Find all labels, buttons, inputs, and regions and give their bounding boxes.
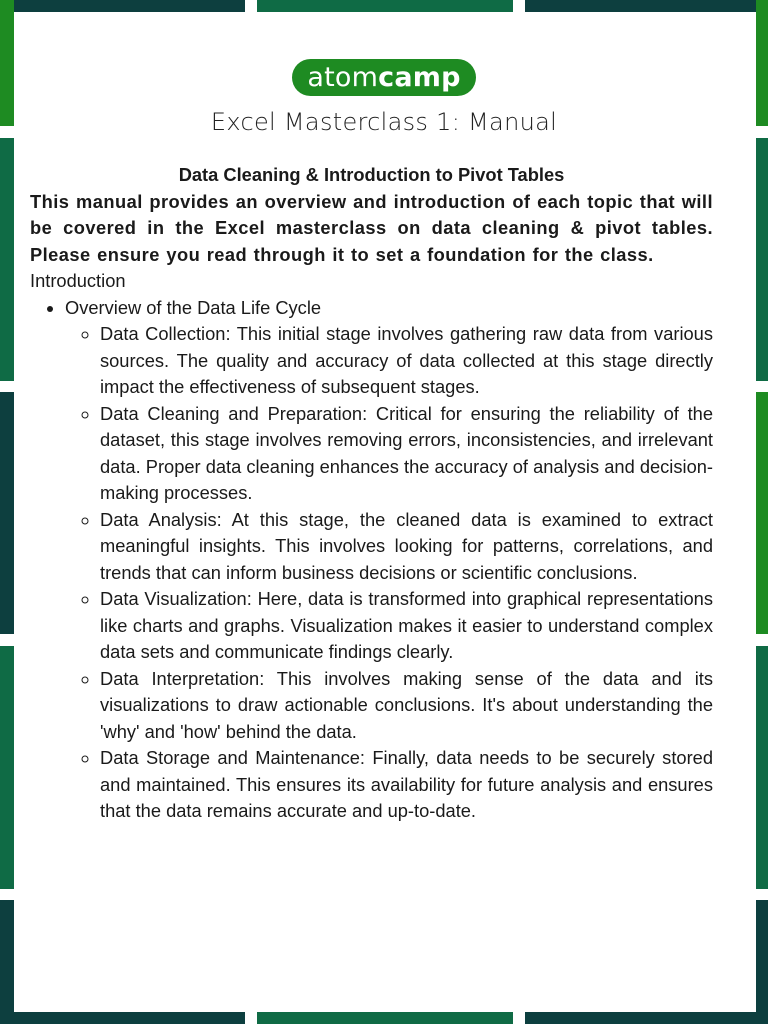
logo-container bbox=[14, 59, 754, 96]
frame-left-1 bbox=[0, 0, 14, 126]
topic-list bbox=[30, 295, 713, 825]
frame-bottom-2 bbox=[257, 1012, 513, 1024]
frame-top-2 bbox=[257, 0, 513, 12]
frame-right-1 bbox=[756, 0, 768, 126]
topic-label: Overview of the Data Life Cycle bbox=[65, 296, 322, 318]
topic-item bbox=[65, 295, 713, 825]
frame-bottom-1 bbox=[0, 1012, 245, 1024]
frame-left-3 bbox=[0, 392, 14, 634]
section-heading: Introduction bbox=[30, 270, 126, 291]
stage-data-storage: ◦ Data Storage and Maintenance: Finally, data needs to be securely stored and maintained. This ensures its availability for future analysis and ensures that the data remains accurate and up-to-date. bbox=[100, 745, 713, 825]
frame-left-5 bbox=[0, 900, 14, 1024]
lead-paragraph: This manual provides an overview and introduction of each topic that will be covered in the Excel masterclass on data cleaning & pivot tables. Please ensure you read through it to set a foundation for the class. bbox=[30, 190, 713, 265]
logo-text-bold: camp bbox=[378, 62, 461, 93]
life-cycle-stage-list bbox=[65, 321, 713, 825]
frame-top-3 bbox=[525, 0, 768, 12]
stage-data-collection: ◦ Data Collection: This initial stage involves gathering raw data from various sources. The quality and accuracy of data collected at this stage directly impact the effectiveness of subsequent stages. bbox=[100, 321, 713, 401]
document-subtitle: Data Cleaning & Introduction to Pivot Tables bbox=[178, 164, 565, 185]
page-title: Excel Masterclass 1: Manual bbox=[210, 108, 558, 136]
frame-top-1 bbox=[0, 0, 245, 12]
stage-data-cleaning: ◦ Data Cleaning and Preparation: Critical for ensuring the reliability of the dataset, this stage involves removing errors, inconsistencies, and irrelevant data. Proper data cleaning enhances the accuracy of analysis and decision-making processes. bbox=[100, 401, 713, 507]
atomcamp-logo bbox=[292, 59, 475, 96]
stage-data-visualization: ◦ Data Visualization: Here, data is transformed into graphical representations like charts and graphs. Visualization makes it easier to understand complex data sets and communicate findings clearly. bbox=[100, 586, 713, 666]
frame-left-2 bbox=[0, 138, 14, 381]
document-body bbox=[30, 162, 713, 825]
frame-right-4 bbox=[756, 646, 768, 889]
frame-right-3 bbox=[756, 392, 768, 634]
frame-bottom-3 bbox=[525, 1012, 768, 1024]
frame-left-4 bbox=[0, 646, 14, 889]
stage-data-interpretation: ◦ Data Interpretation: This involves making sense of the data and its visualizations to draw actionable conclusions. It's about understanding the 'why' and 'how' behind the data. bbox=[100, 666, 713, 746]
stage-data-analysis: ◦ Data Analysis: At this stage, the cleaned data is examined to extract meaningful insights. This involves looking for patterns, correlations, and trends that can inform business decisions or scientific conclusions. bbox=[100, 507, 713, 587]
frame-right-5 bbox=[756, 900, 768, 1024]
frame-right-2 bbox=[756, 138, 768, 381]
document-page bbox=[14, 12, 754, 1011]
logo-text-light: atom bbox=[307, 62, 379, 93]
